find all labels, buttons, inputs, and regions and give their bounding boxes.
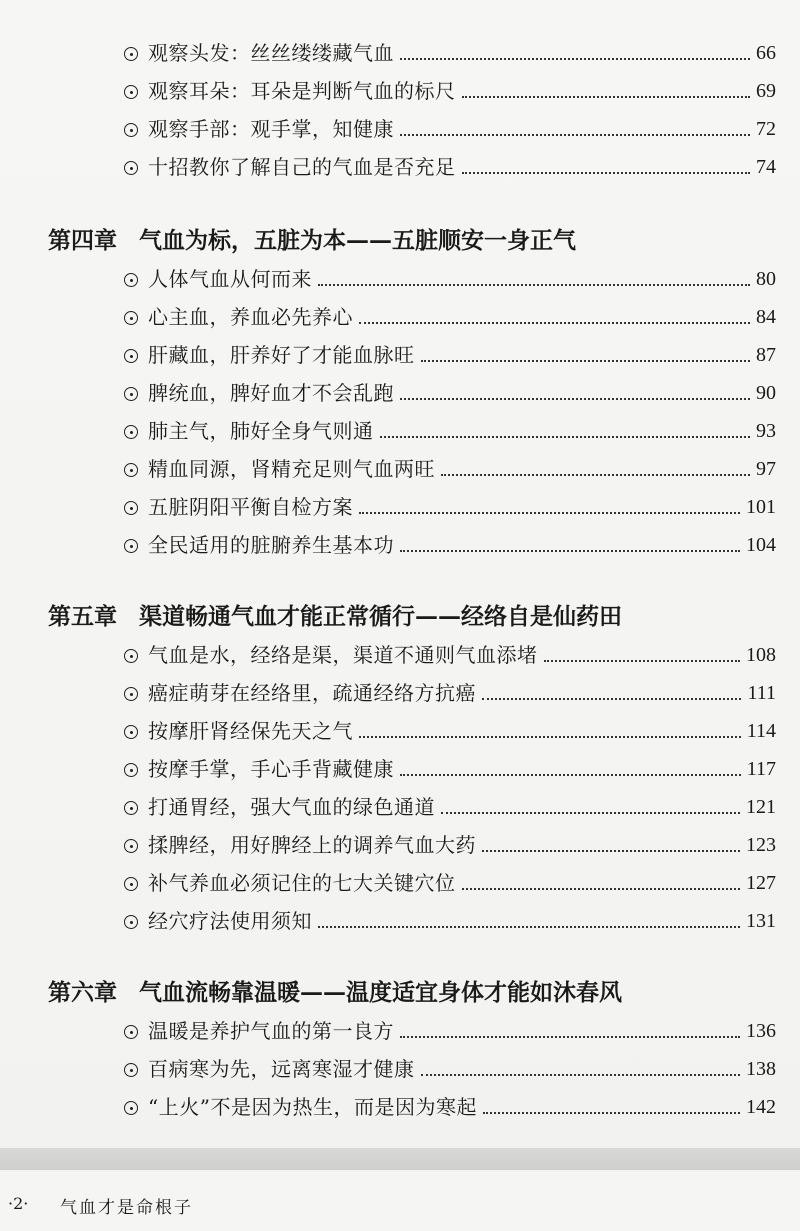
- circle-bullet-icon: [124, 839, 138, 853]
- toc-entry-text: 肝藏血，肝养好了才能血脉旺: [148, 343, 415, 367]
- toc-entry[interactable]: [124, 414, 776, 444]
- toc-entry[interactable]: [124, 376, 776, 406]
- toc-entry-page: 121: [746, 796, 776, 818]
- circle-bullet-icon: [124, 1101, 138, 1115]
- toc-entry[interactable]: [124, 828, 776, 858]
- dot-leader: [400, 774, 741, 776]
- toc-entry[interactable]: [124, 36, 776, 66]
- toc-entry-page: 138: [746, 1058, 776, 1080]
- circle-bullet-icon: [124, 349, 138, 363]
- dot-leader: [483, 1112, 740, 1114]
- toc-entry-text: 五脏阴阳平衡自检方案: [148, 495, 353, 519]
- toc-entry-text: 癌症萌芽在经络里，疏通经络方抗癌: [148, 681, 476, 705]
- toc-entry-page: 117: [746, 758, 776, 780]
- chapter-number: 第五章: [48, 603, 117, 630]
- toc-entry[interactable]: [124, 676, 776, 706]
- toc-entry-text: 心主血，养血必先养心: [148, 305, 353, 329]
- page-number: ·2·: [8, 1194, 29, 1213]
- toc-entry-text: 按摩手掌，手心手背藏健康: [148, 757, 394, 781]
- toc-entry-text: “上火”不是因为热生，而是因为寒起: [148, 1095, 477, 1119]
- toc-entry[interactable]: [124, 866, 776, 896]
- circle-bullet-icon: [124, 1025, 138, 1039]
- toc-entry-page: 104: [746, 534, 776, 556]
- dot-leader: [462, 96, 751, 98]
- footer-divider-band: [0, 1148, 800, 1170]
- dot-leader: [318, 926, 740, 928]
- toc-entry-text: 气血是水，经络是渠，渠道不通则气血添堵: [148, 643, 538, 667]
- dot-leader: [462, 172, 751, 174]
- toc-entry-text: 全民适用的脏腑养生基本功: [148, 533, 394, 557]
- toc-entry-text: 精血同源，肾精充足则气血两旺: [148, 457, 435, 481]
- toc-entry[interactable]: [124, 112, 776, 142]
- toc-entry-page: 80: [756, 268, 776, 290]
- toc-entry-text: 观察耳朵：耳朵是判断气血的标尺: [148, 79, 456, 103]
- toc-entry-page: 136: [746, 1020, 776, 1042]
- dot-leader: [421, 360, 751, 362]
- chapter-number: 第六章: [48, 979, 117, 1006]
- toc-entry-page: 97: [756, 458, 776, 480]
- dot-leader: [400, 1036, 740, 1038]
- toc-entry-page: 108: [746, 644, 776, 666]
- circle-bullet-icon: [124, 915, 138, 929]
- toc-entry-text: 人体气血从何而来: [148, 267, 312, 291]
- toc-entry[interactable]: [124, 904, 776, 934]
- dot-leader: [482, 850, 740, 852]
- circle-bullet-icon: [124, 463, 138, 477]
- circle-bullet-icon: [124, 1063, 138, 1077]
- dot-leader: [462, 888, 741, 890]
- dot-leader: [359, 736, 741, 738]
- toc-entry[interactable]: [124, 452, 776, 482]
- toc-entry[interactable]: [124, 638, 776, 668]
- toc-entry-text: 十招教你了解自己的气血是否充足: [148, 155, 456, 179]
- toc-entry[interactable]: [124, 262, 776, 292]
- toc-entry-text: 观察手部：观手掌，知健康: [148, 117, 394, 141]
- dot-leader: [359, 322, 750, 324]
- chapter-heading[interactable]: [48, 222, 768, 256]
- circle-bullet-icon: [124, 539, 138, 553]
- circle-bullet-icon: [124, 161, 138, 175]
- toc-entry-text: 肺主气，肺好全身气则通: [148, 419, 374, 443]
- toc-entry[interactable]: [124, 528, 776, 558]
- toc-entry[interactable]: [124, 338, 776, 368]
- toc-entry[interactable]: [124, 790, 776, 820]
- toc-entry[interactable]: [124, 752, 776, 782]
- circle-bullet-icon: [124, 649, 138, 663]
- toc-entry-page: 131: [746, 910, 776, 932]
- circle-bullet-icon: [124, 801, 138, 815]
- circle-bullet-icon: [124, 687, 138, 701]
- toc-entry[interactable]: [124, 490, 776, 520]
- toc-entry-page: 123: [746, 834, 776, 856]
- toc-entry-page: 90: [756, 382, 776, 404]
- dot-leader: [482, 698, 741, 700]
- circle-bullet-icon: [124, 425, 138, 439]
- toc-entry[interactable]: [124, 1090, 776, 1120]
- circle-bullet-icon: [124, 877, 138, 891]
- circle-bullet-icon: [124, 725, 138, 739]
- dot-leader: [400, 58, 750, 60]
- toc-entry-text: 观察头发：丝丝缕缕藏气血: [148, 41, 394, 65]
- dot-leader: [421, 1074, 741, 1076]
- toc-entry[interactable]: [124, 1052, 776, 1082]
- toc-entry-text: 百病寒为先，远离寒湿才健康: [148, 1057, 415, 1081]
- circle-bullet-icon: [124, 123, 138, 137]
- toc-entry-page: 111: [747, 682, 776, 704]
- toc-entry-page: 87: [756, 344, 776, 366]
- chapter-title: 气血为标，五脏为本——五脏顺安一身正气: [139, 227, 576, 254]
- circle-bullet-icon: [124, 501, 138, 515]
- circle-bullet-icon: [124, 763, 138, 777]
- toc-entry-page: 74: [756, 156, 776, 178]
- dot-leader: [359, 512, 740, 514]
- chapter-number: 第四章: [48, 227, 117, 254]
- circle-bullet-icon: [124, 387, 138, 401]
- chapter-heading[interactable]: [48, 974, 768, 1008]
- dot-leader: [544, 660, 741, 662]
- running-title: 气血才是命根子: [60, 1198, 193, 1218]
- circle-bullet-icon: [124, 85, 138, 99]
- dot-leader: [400, 134, 750, 136]
- circle-bullet-icon: [124, 273, 138, 287]
- toc-entry-page: 114: [746, 720, 776, 742]
- toc-entry-text: 按摩肝肾经保先天之气: [148, 719, 353, 743]
- toc-entry[interactable]: [124, 74, 776, 104]
- toc-entry-page: 84: [756, 306, 776, 328]
- toc-entry-page: 93: [756, 420, 776, 442]
- dot-leader: [441, 812, 740, 814]
- toc-entry-text: 补气养血必须记住的七大关键穴位: [148, 871, 456, 895]
- toc-entry-text: 温暖是养护气血的第一良方: [148, 1019, 394, 1043]
- toc-entry-page: 142: [746, 1096, 776, 1118]
- toc-entry[interactable]: [124, 1014, 776, 1044]
- toc-entry[interactable]: [124, 714, 776, 744]
- toc-entry-page: 127: [746, 872, 776, 894]
- dot-leader: [380, 436, 751, 438]
- toc-entry-text: 揉脾经，用好脾经上的调养气血大药: [148, 833, 476, 857]
- toc-entry-page: 101: [746, 496, 776, 518]
- toc-entry-page: 72: [756, 118, 776, 140]
- dot-leader: [400, 398, 750, 400]
- toc-entry-page: 69: [756, 80, 776, 102]
- toc-entry-text: 打通胃经，强大气血的绿色通道: [148, 795, 435, 819]
- toc-entry[interactable]: [124, 300, 776, 330]
- chapter-title: 渠道畅通气血才能正常循行——经络自是仙药田: [139, 603, 622, 630]
- chapter-heading[interactable]: [48, 598, 768, 632]
- toc-entry-text: 脾统血，脾好血才不会乱跑: [148, 381, 394, 405]
- chapter-title: 气血流畅靠温暖——温度适宜身体才能如沐春风: [139, 979, 622, 1006]
- toc-entry-text: 经穴疗法使用须知: [148, 909, 312, 933]
- dot-leader: [318, 284, 750, 286]
- circle-bullet-icon: [124, 311, 138, 325]
- toc-entry[interactable]: [124, 150, 776, 180]
- dot-leader: [441, 474, 750, 476]
- toc-entry-page: 66: [756, 42, 776, 64]
- dot-leader: [400, 550, 740, 552]
- circle-bullet-icon: [124, 47, 138, 61]
